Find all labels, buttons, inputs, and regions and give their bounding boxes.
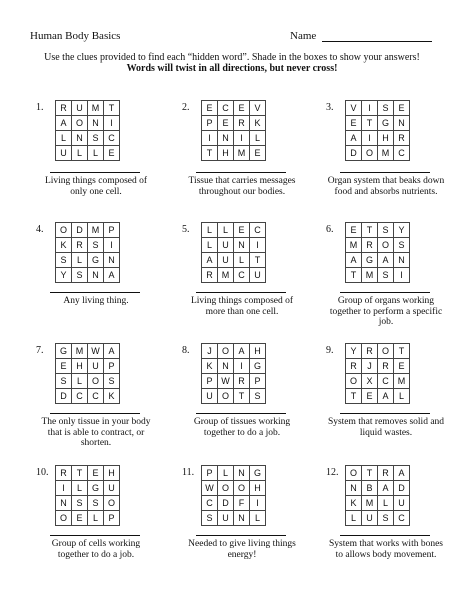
grid-cell[interactable]: S (104, 374, 120, 389)
grid-cell[interactable]: T (362, 116, 378, 131)
grid-cell[interactable]: G (250, 466, 266, 481)
puzzle-number: 10. (36, 467, 49, 478)
grid-cell[interactable]: R (56, 101, 72, 116)
grid-cell[interactable]: A (104, 344, 120, 359)
instructions (0, 52, 464, 74)
grid-cell[interactable]: M (378, 146, 394, 161)
letter-grid (55, 222, 120, 283)
grid-cell[interactable]: U (104, 481, 120, 496)
grid-cell[interactable]: R (346, 359, 362, 374)
grid-cell[interactable]: H (104, 466, 120, 481)
grid-cell[interactable]: V (250, 101, 266, 116)
grid-cell[interactable]: C (250, 223, 266, 238)
puzzle-number: 4. (36, 224, 44, 235)
grid-cell[interactable]: L (88, 146, 104, 161)
letter-grid (201, 343, 266, 404)
grid-cell[interactable]: S (250, 389, 266, 404)
grid-cell[interactable]: I (234, 359, 250, 374)
grid-cell[interactable]: U (56, 146, 72, 161)
grid-cell[interactable]: Y (346, 344, 362, 359)
grid-cell[interactable]: T (104, 101, 120, 116)
answer-line[interactable] (50, 292, 140, 293)
grid-cell[interactable]: L (378, 496, 394, 511)
grid-cell[interactable]: I (362, 101, 378, 116)
grid-cell[interactable]: E (394, 101, 410, 116)
grid-cell[interactable]: D (394, 481, 410, 496)
grid-cell[interactable]: G (362, 253, 378, 268)
grid-cell[interactable]: H (250, 481, 266, 496)
grid-cell[interactable]: S (72, 268, 88, 283)
grid-cell[interactable]: M (218, 268, 234, 283)
grid-cell[interactable]: N (56, 496, 72, 511)
grid-cell[interactable]: K (250, 116, 266, 131)
answer-line[interactable] (50, 172, 140, 173)
grid-cell[interactable]: V (346, 101, 362, 116)
grid-cell[interactable]: K (346, 496, 362, 511)
grid-cell[interactable]: C (378, 374, 394, 389)
grid-cell[interactable]: O (378, 344, 394, 359)
letter-grid (345, 343, 410, 404)
grid-cell[interactable]: P (104, 223, 120, 238)
grid-cell[interactable]: C (218, 101, 234, 116)
grid-cell[interactable]: L (72, 146, 88, 161)
grid-cell[interactable]: A (378, 253, 394, 268)
grid-cell[interactable]: R (378, 466, 394, 481)
answer-line[interactable] (50, 535, 140, 536)
grid-cell[interactable]: S (378, 223, 394, 238)
answer-line[interactable] (340, 172, 430, 173)
grid-cell[interactable]: O (218, 389, 234, 404)
grid-cell[interactable]: S (88, 496, 104, 511)
grid-cell[interactable]: R (394, 131, 410, 146)
grid-cell[interactable]: E (218, 116, 234, 131)
clue-text: Any living thing. (63, 296, 129, 306)
grid-cell[interactable]: M (346, 238, 362, 253)
grid-cell[interactable]: E (250, 146, 266, 161)
grid-cell[interactable]: L (88, 511, 104, 526)
grid-cell[interactable]: L (394, 389, 410, 404)
grid-cell[interactable]: E (394, 359, 410, 374)
grid-cell[interactable]: A (202, 253, 218, 268)
grid-cell[interactable]: O (234, 481, 250, 496)
grid-cell[interactable]: I (202, 131, 218, 146)
grid-cell[interactable]: R (202, 268, 218, 283)
puzzle-number: 3. (326, 102, 334, 113)
grid-cell[interactable]: I (56, 481, 72, 496)
puzzle-number: 9. (326, 345, 334, 356)
grid-cell[interactable]: E (104, 146, 120, 161)
grid-cell[interactable]: A (394, 466, 410, 481)
grid-cell[interactable]: L (56, 131, 72, 146)
grid-cell[interactable]: O (56, 223, 72, 238)
grid-cell[interactable]: L (250, 511, 266, 526)
grid-cell[interactable]: C (394, 146, 410, 161)
grid-cell[interactable]: R (56, 466, 72, 481)
grid-cell[interactable]: N (72, 131, 88, 146)
grid-cell[interactable]: M (362, 496, 378, 511)
grid-cell[interactable]: A (56, 116, 72, 131)
grid-cell[interactable]: U (218, 511, 234, 526)
grid-cell[interactable]: C (72, 389, 88, 404)
answer-line[interactable] (50, 413, 140, 414)
grid-cell[interactable]: T (362, 223, 378, 238)
grid-cell[interactable]: C (104, 131, 120, 146)
grid-cell[interactable]: R (378, 359, 394, 374)
grid-cell[interactable]: D (72, 223, 88, 238)
letter-grid (345, 222, 410, 283)
grid-cell[interactable]: H (250, 344, 266, 359)
grid-cell[interactable]: N (104, 253, 120, 268)
grid-cell[interactable]: U (362, 511, 378, 526)
letter-grid (55, 343, 120, 404)
grid-cell[interactable]: S (202, 511, 218, 526)
letter-grid (201, 222, 266, 283)
grid-cell[interactable]: T (202, 146, 218, 161)
grid-cell[interactable]: S (88, 238, 104, 253)
grid-cell[interactable]: L (72, 374, 88, 389)
grid-cell[interactable]: P (202, 116, 218, 131)
worksheet-title: Human Body Basics (30, 30, 121, 42)
grid-cell[interactable]: R (362, 344, 378, 359)
grid-cell[interactable]: M (234, 146, 250, 161)
clue-text: System that works with bones to allows body movement. (329, 539, 443, 560)
answer-line[interactable] (196, 292, 286, 293)
answer-line[interactable] (340, 292, 430, 293)
grid-cell[interactable]: L (346, 511, 362, 526)
grid-cell[interactable]: T (346, 389, 362, 404)
grid-cell[interactable]: L (72, 253, 88, 268)
grid-cell[interactable]: S (88, 131, 104, 146)
grid-cell[interactable]: O (378, 238, 394, 253)
grid-cell[interactable]: O (88, 374, 104, 389)
answer-line[interactable] (196, 535, 286, 536)
name-underline[interactable] (322, 31, 432, 42)
grid-cell[interactable]: L (202, 238, 218, 253)
grid-cell[interactable]: N (234, 511, 250, 526)
grid-cell[interactable]: F (234, 496, 250, 511)
clue-text: Living things composed of only one cell. (44, 176, 148, 197)
grid-cell[interactable]: L (234, 253, 250, 268)
clue-text: Group of cells working together to do a job. (51, 539, 141, 560)
grid-cell[interactable]: I (234, 131, 250, 146)
grid-cell[interactable]: S (378, 511, 394, 526)
grid-cell[interactable]: O (346, 374, 362, 389)
grid-cell[interactable]: O (346, 466, 362, 481)
grid-cell[interactable]: R (72, 238, 88, 253)
grid-cell[interactable]: P (202, 374, 218, 389)
grid-cell[interactable]: P (250, 374, 266, 389)
grid-cell[interactable]: A (378, 481, 394, 496)
grid-cell[interactable]: M (394, 374, 410, 389)
grid-cell[interactable]: R (234, 116, 250, 131)
grid-cell[interactable]: C (202, 496, 218, 511)
grid-cell[interactable]: I (104, 238, 120, 253)
clue-text: Tissue that carries messages throughout our bodies. (188, 176, 296, 197)
letter-grid (55, 100, 120, 161)
grid-cell[interactable]: D (218, 496, 234, 511)
grid-cell[interactable]: W (202, 481, 218, 496)
answer-line[interactable] (340, 413, 430, 414)
clue-text: The only tissue in your body that is able to contract, or shorten. (41, 417, 151, 448)
instructions-line-1: Use the clues provided to find each “hidden word”. Shade in the boxes to show your answers! (44, 52, 420, 63)
grid-cell[interactable]: U (72, 101, 88, 116)
grid-cell[interactable]: L (218, 466, 234, 481)
grid-cell[interactable]: G (56, 344, 72, 359)
grid-cell[interactable]: A (104, 268, 120, 283)
clue-text: Living things composed of more than one cell. (190, 296, 294, 317)
puzzle-number: 6. (326, 224, 334, 235)
grid-cell[interactable]: K (202, 359, 218, 374)
puzzle-number: 8. (182, 345, 190, 356)
puzzle-number: 7. (36, 345, 44, 356)
grid-cell[interactable]: N (218, 359, 234, 374)
answer-line[interactable] (196, 413, 286, 414)
grid-cell[interactable]: T (72, 466, 88, 481)
grid-cell[interactable]: N (88, 116, 104, 131)
grid-cell[interactable]: N (346, 481, 362, 496)
grid-cell[interactable]: O (362, 146, 378, 161)
grid-cell[interactable]: M (88, 101, 104, 116)
clue-text: Group of tissues working together to do a job. (193, 417, 291, 438)
grid-cell[interactable]: T (362, 466, 378, 481)
grid-cell[interactable]: L (218, 223, 234, 238)
clue-text: System that removes solid and liquid wastes. (327, 417, 445, 438)
grid-cell[interactable]: C (394, 511, 410, 526)
grid-cell[interactable]: I (394, 268, 410, 283)
grid-cell[interactable]: M (362, 268, 378, 283)
grid-cell[interactable]: N (394, 253, 410, 268)
grid-cell[interactable]: A (378, 389, 394, 404)
grid-cell[interactable]: J (202, 344, 218, 359)
grid-cell[interactable]: A (234, 344, 250, 359)
grid-cell[interactable]: T (394, 344, 410, 359)
grid-cell[interactable]: X (362, 374, 378, 389)
grid-cell[interactable]: L (202, 223, 218, 238)
grid-cell[interactable]: K (56, 238, 72, 253)
grid-cell[interactable]: I (362, 131, 378, 146)
clue-text: Organ system that beaks down food and absorbs nutrients. (327, 176, 445, 197)
grid-cell[interactable]: Y (56, 268, 72, 283)
grid-cell[interactable]: E (202, 101, 218, 116)
letter-grid (55, 465, 120, 526)
grid-cell[interactable]: B (362, 481, 378, 496)
grid-cell[interactable]: N (234, 238, 250, 253)
grid-cell[interactable]: G (88, 253, 104, 268)
grid-cell[interactable]: A (346, 253, 362, 268)
grid-cell[interactable]: K (104, 389, 120, 404)
grid-cell[interactable]: E (346, 223, 362, 238)
grid-cell[interactable]: H (218, 146, 234, 161)
grid-cell[interactable]: N (218, 131, 234, 146)
answer-line[interactable] (196, 172, 286, 173)
letter-grid (201, 100, 266, 161)
grid-cell[interactable]: O (72, 116, 88, 131)
instructions-line-2: Words will twist in all directions, but never cross! (126, 63, 338, 74)
grid-cell[interactable]: O (218, 344, 234, 359)
grid-cell[interactable]: G (250, 359, 266, 374)
grid-cell[interactable]: Y (394, 223, 410, 238)
grid-cell[interactable]: J (362, 359, 378, 374)
grid-cell[interactable]: O (104, 496, 120, 511)
grid-cell[interactable]: I (250, 238, 266, 253)
grid-cell[interactable]: E (362, 389, 378, 404)
grid-cell[interactable]: S (56, 374, 72, 389)
grid-cell[interactable]: S (72, 496, 88, 511)
grid-cell[interactable]: G (88, 481, 104, 496)
puzzle-number: 2. (182, 102, 190, 113)
grid-cell[interactable]: C (88, 389, 104, 404)
grid-cell[interactable]: E (56, 359, 72, 374)
puzzle-number: 1. (36, 102, 44, 113)
grid-cell[interactable]: T (234, 389, 250, 404)
grid-cell[interactable]: S (56, 253, 72, 268)
grid-cell[interactable]: U (218, 238, 234, 253)
grid-cell[interactable]: D (346, 146, 362, 161)
grid-cell[interactable]: P (104, 511, 120, 526)
grid-cell[interactable]: N (234, 466, 250, 481)
letter-grid (345, 100, 410, 161)
grid-cell[interactable]: L (72, 481, 88, 496)
grid-cell[interactable]: S (394, 238, 410, 253)
grid-cell[interactable]: A (346, 131, 362, 146)
grid-cell[interactable]: T (250, 253, 266, 268)
grid-cell[interactable]: I (104, 116, 120, 131)
clue-text: Needed to give living things energy! (188, 539, 296, 560)
grid-cell[interactable]: S (378, 268, 394, 283)
puzzle-number: 12. (326, 467, 339, 478)
grid-cell[interactable]: E (72, 511, 88, 526)
grid-cell[interactable]: C (234, 268, 250, 283)
grid-cell[interactable]: G (378, 116, 394, 131)
grid-cell[interactable]: N (394, 116, 410, 131)
grid-cell[interactable]: S (378, 101, 394, 116)
grid-cell[interactable]: H (378, 131, 394, 146)
grid-cell[interactable]: U (202, 389, 218, 404)
grid-cell[interactable]: W (218, 374, 234, 389)
grid-cell[interactable]: E (88, 466, 104, 481)
grid-cell[interactable]: U (394, 496, 410, 511)
name-field[interactable] (290, 30, 440, 42)
grid-cell[interactable]: N (88, 268, 104, 283)
grid-cell[interactable]: T (346, 268, 362, 283)
letter-grid (345, 465, 410, 526)
letter-grid (201, 465, 266, 526)
grid-cell[interactable]: I (250, 496, 266, 511)
grid-cell[interactable]: W (88, 344, 104, 359)
grid-cell[interactable]: U (250, 268, 266, 283)
grid-cell[interactable]: R (362, 238, 378, 253)
grid-cell[interactable]: L (250, 131, 266, 146)
grid-cell[interactable]: D (56, 389, 72, 404)
grid-cell[interactable]: U (88, 359, 104, 374)
grid-cell[interactable]: P (104, 359, 120, 374)
grid-cell[interactable]: E (346, 116, 362, 131)
name-label: Name (290, 30, 317, 42)
grid-cell[interactable]: E (234, 223, 250, 238)
grid-cell[interactable]: R (234, 374, 250, 389)
puzzle-number: 11. (182, 467, 195, 478)
grid-cell[interactable]: P (202, 466, 218, 481)
grid-cell[interactable]: U (218, 253, 234, 268)
answer-line[interactable] (340, 535, 430, 536)
grid-cell[interactable]: M (88, 223, 104, 238)
clue-text: Group of organs working together to perform a specific job. (329, 296, 443, 327)
puzzle-number: 5. (182, 224, 190, 235)
grid-cell[interactable]: O (56, 511, 72, 526)
grid-cell[interactable]: H (72, 359, 88, 374)
grid-cell[interactable]: O (218, 481, 234, 496)
grid-cell[interactable]: M (72, 344, 88, 359)
grid-cell[interactable]: E (234, 101, 250, 116)
